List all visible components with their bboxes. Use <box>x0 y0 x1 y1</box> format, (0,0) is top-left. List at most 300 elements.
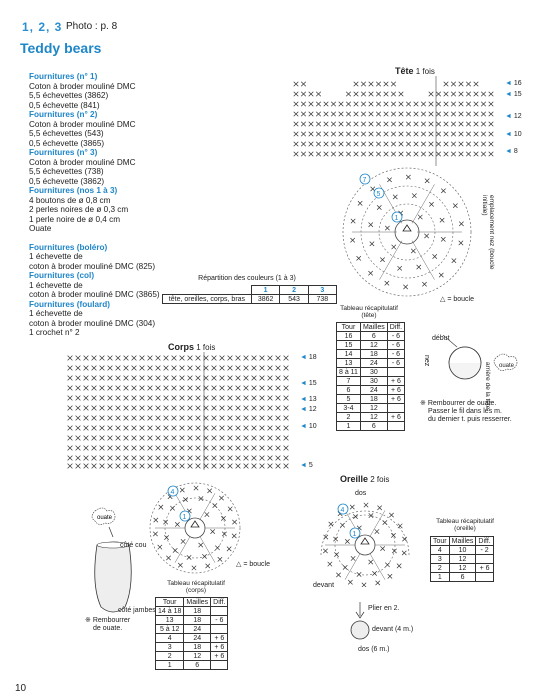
stitch-mark <box>172 386 177 391</box>
corps-cote-jambes: côté jambes <box>118 607 156 614</box>
corps-note: ※ Rembourrer de ouate. <box>85 617 131 632</box>
stitch-mark <box>339 132 344 137</box>
stitch-mark <box>220 396 225 401</box>
stitch-mark <box>188 406 193 411</box>
stitch-mark <box>228 426 233 431</box>
materials-line: 1 échevette de <box>29 252 83 261</box>
stitch-mark <box>340 523 344 527</box>
stitch-mark <box>316 152 321 157</box>
stitch-mark <box>219 496 223 500</box>
tete-round-diagram <box>335 165 485 310</box>
stitch-mark <box>172 366 177 371</box>
corps-table-cell: 4 <box>156 634 184 643</box>
stitch-mark <box>164 396 169 401</box>
stitch-mark <box>212 406 217 411</box>
stitch-mark <box>399 132 404 137</box>
corps-table-cell: 12 <box>184 652 211 661</box>
table-row <box>156 625 228 634</box>
stitch-mark <box>164 356 169 361</box>
stitch-mark <box>436 102 441 107</box>
stitch-mark <box>68 456 73 461</box>
stitch-mark <box>357 572 361 576</box>
stitch-mark <box>172 446 177 451</box>
stitch-mark <box>76 426 81 431</box>
stitch-mark <box>92 356 97 361</box>
stitch-mark <box>76 406 81 411</box>
stitch-mark <box>244 426 249 431</box>
stitch-mark <box>124 464 129 469</box>
stitch-mark <box>372 571 376 575</box>
stitch-mark <box>100 416 105 421</box>
stitch-mark <box>188 436 193 441</box>
page-title: Teddy bears <box>20 40 102 56</box>
color-table <box>162 285 337 304</box>
materials-line: 0,5 échevette (841) <box>29 100 100 110</box>
stitch-mark <box>384 152 389 157</box>
corps-row-marker: ◄ 12 <box>300 406 317 413</box>
corps-table-cell: + 6 <box>211 643 228 652</box>
stitch-mark <box>260 464 265 469</box>
stitch-mark <box>268 426 273 431</box>
stitch-mark <box>204 376 209 381</box>
stitch-mark <box>399 92 404 97</box>
stitch-mark <box>116 376 121 381</box>
stitch-mark <box>444 112 449 117</box>
stitch-mark <box>116 396 121 401</box>
stitch-mark <box>361 102 366 107</box>
tete-table-cell: 7 <box>337 377 361 386</box>
stitch-mark <box>474 102 479 107</box>
stitch-mark <box>244 386 249 391</box>
stitch-mark <box>276 436 281 441</box>
stitch-mark <box>466 92 471 97</box>
corps-table-cell: 24 <box>184 625 211 634</box>
stitch-mark <box>164 376 169 381</box>
stitch-mark <box>180 356 185 361</box>
oreille-devant: devant <box>313 582 335 589</box>
stitch-mark <box>148 464 153 469</box>
tete-ring-label: 1 <box>394 215 399 222</box>
stitch-mark <box>474 122 479 127</box>
tete-table-cell: 12 <box>360 404 387 413</box>
stitch-mark <box>376 112 381 117</box>
stitch-mark <box>391 82 396 87</box>
stitch-mark <box>348 580 352 584</box>
stitch-mark <box>301 112 306 117</box>
stitch-mark <box>148 426 153 431</box>
tete-table-header: Mailles <box>360 323 387 332</box>
stitch-mark <box>164 406 169 411</box>
stitch-mark <box>215 546 219 550</box>
stitch-mark <box>399 102 404 107</box>
stitch-mark <box>466 102 471 107</box>
tete-row-marker-10: ◄ 10 <box>505 131 522 138</box>
oreille-dos: dos <box>355 490 367 497</box>
stitch-mark <box>220 426 225 431</box>
tete-table-cell: + 6 <box>387 386 404 395</box>
stitch-mark <box>228 436 233 441</box>
materials-line: 5,5 échevettes (738) <box>29 167 104 176</box>
stitch-mark <box>132 426 137 431</box>
stitch-mark <box>108 396 113 401</box>
stitch-mark <box>92 366 97 371</box>
tete-table-cell: - 6 <box>387 359 404 368</box>
stitch-mark <box>388 574 392 578</box>
stitch-mark <box>345 539 349 543</box>
stitch-mark <box>116 406 121 411</box>
tete-top-chart <box>290 76 515 171</box>
stitch-mark <box>481 102 486 107</box>
stitch-mark <box>218 557 222 561</box>
stitch-mark <box>100 426 105 431</box>
corps-row-marker: ◄ 13 <box>300 396 317 403</box>
stitch-mark <box>399 122 404 127</box>
stitch-mark <box>124 396 129 401</box>
materials-line: coton à broder mouliné DMC (304) <box>29 318 156 328</box>
materials-line: 4 boutons de ø 0,8 cm <box>29 195 111 205</box>
stitch-mark <box>100 356 105 361</box>
stitch-mark <box>284 376 289 381</box>
stitch-mark <box>220 464 225 469</box>
stitch-mark <box>391 102 396 107</box>
stitch-mark <box>339 142 344 147</box>
corps-table-cell: + 6 <box>211 634 228 643</box>
stitch-mark <box>346 152 351 157</box>
stitch-mark <box>268 464 273 469</box>
stitch-mark <box>481 152 486 157</box>
stitch-mark <box>212 426 217 431</box>
stitch-mark <box>212 396 217 401</box>
stitch-mark <box>323 549 327 553</box>
stitch-mark <box>76 416 81 421</box>
stitch-mark <box>172 406 177 411</box>
stitch-mark <box>92 406 97 411</box>
stitch-mark <box>268 436 273 441</box>
stitch-mark <box>459 241 463 245</box>
materials-line: 5,5 échevettes (543) <box>29 129 104 138</box>
stitch-mark <box>384 132 389 137</box>
stitch-mark <box>301 152 306 157</box>
stitch-mark <box>481 142 486 147</box>
corps-round-diagram <box>145 478 245 578</box>
stitch-mark <box>387 178 391 182</box>
stitch-mark <box>244 456 249 461</box>
tete-table-header: Diff. <box>387 323 404 332</box>
stitch-mark <box>441 237 445 241</box>
table-row <box>337 404 405 413</box>
stitch-mark <box>406 122 411 127</box>
stitch-mark <box>376 152 381 157</box>
stitch-mark <box>213 503 217 507</box>
stitch-mark <box>158 545 162 549</box>
tete-row-marker-12: ◄ 12 <box>505 113 522 120</box>
stitch-mark <box>350 505 354 509</box>
table-row <box>337 413 405 422</box>
stitch-mark <box>276 396 281 401</box>
stitch-mark <box>84 396 89 401</box>
stitch-mark <box>375 529 379 533</box>
stitch-mark <box>474 132 479 137</box>
stitch-mark <box>140 356 145 361</box>
oreille-ring-label: 4 <box>340 507 345 514</box>
stitch-mark <box>284 406 289 411</box>
stitch-mark <box>489 142 494 147</box>
materials-line: 1 échevette de <box>29 280 83 290</box>
stitch-mark <box>132 396 137 401</box>
stitch-mark <box>84 446 89 451</box>
stitch-mark <box>474 142 479 147</box>
stitch-mark <box>343 565 347 569</box>
stitch-mark <box>188 376 193 381</box>
stitch-mark <box>309 122 314 127</box>
stitch-mark <box>236 464 241 469</box>
stitch-mark <box>452 259 456 263</box>
stitch-mark <box>170 506 174 510</box>
stitch-mark <box>140 386 145 391</box>
tete-times: 1 fois <box>415 67 435 76</box>
tete-table-cell <box>387 422 404 431</box>
stitch-mark <box>414 142 419 147</box>
stitch-mark <box>361 152 366 157</box>
stitch-mark <box>331 102 336 107</box>
tete-table-cell: 6 <box>337 386 361 395</box>
tete-summary-table <box>336 322 405 431</box>
stitch-mark <box>440 218 444 222</box>
stitch-mark <box>260 456 265 461</box>
stitch-mark <box>406 102 411 107</box>
stitch-mark <box>205 512 209 516</box>
stitch-mark <box>376 92 381 97</box>
stitch-mark <box>429 132 434 137</box>
stitch-mark <box>108 356 113 361</box>
stitch-mark <box>260 406 265 411</box>
stitch-mark <box>180 396 185 401</box>
stitch-mark <box>68 464 73 469</box>
stitch-mark <box>399 152 404 157</box>
materials-heading: Fournitures (boléro) <box>29 242 108 252</box>
stitch-mark <box>196 376 201 381</box>
stitch-mark <box>172 464 177 469</box>
stitch-mark <box>244 356 249 361</box>
stitch-mark <box>383 520 387 524</box>
stitch-mark <box>204 426 209 431</box>
stitch-mark <box>276 366 281 371</box>
stitch-mark <box>252 426 257 431</box>
stitch-mark <box>140 426 145 431</box>
oreille-table-cell: 12 <box>449 564 476 573</box>
stitch-mark <box>244 406 249 411</box>
nez-ouate: ouate <box>499 363 515 369</box>
stitch-mark <box>148 376 153 381</box>
stitch-mark <box>406 152 411 157</box>
stitch-mark <box>385 563 389 567</box>
stitch-mark <box>196 446 201 451</box>
stitch-mark <box>316 92 321 97</box>
table-row <box>156 616 228 625</box>
stitch-mark <box>397 564 401 568</box>
stitch-mark <box>331 112 336 117</box>
table-row <box>337 368 405 377</box>
materials-heading: Fournitures (n° 1) <box>29 72 98 81</box>
stitch-mark <box>148 406 153 411</box>
oreille-table-header: Tour <box>431 537 450 546</box>
stitch-mark <box>244 396 249 401</box>
nez-label: nez <box>423 355 430 367</box>
stitch-mark <box>227 547 231 551</box>
stitch-mark <box>108 416 113 421</box>
stitch-mark <box>116 446 121 451</box>
stitch-mark <box>76 376 81 381</box>
stitch-mark <box>204 356 209 361</box>
stitch-mark <box>459 92 464 97</box>
stitch-mark <box>140 464 145 469</box>
stitch-mark <box>156 416 161 421</box>
stitch-mark <box>324 142 329 147</box>
stitch-mark <box>451 92 456 97</box>
stitch-mark <box>172 356 177 361</box>
stitch-mark <box>444 142 449 147</box>
stitch-mark <box>376 122 381 127</box>
stitch-mark <box>354 102 359 107</box>
oreille-table-cell: 10 <box>449 546 476 555</box>
stitch-mark <box>436 142 441 147</box>
stitch-mark <box>100 386 105 391</box>
materials-line: 1 échevette de <box>29 309 83 318</box>
stitch-mark <box>444 102 449 107</box>
tete-table-cell: 18 <box>360 350 387 359</box>
materials-line: 0,5 échevette (3862) <box>29 176 105 186</box>
color-col: 1 <box>251 286 280 295</box>
stitch-mark <box>220 356 225 361</box>
stitch-mark <box>220 436 225 441</box>
stitch-mark <box>116 464 121 469</box>
stitch-mark <box>331 132 336 137</box>
stitch-mark <box>380 546 384 550</box>
tete-table-cell: + 6 <box>387 377 404 386</box>
oreille-folded-drawing <box>345 600 375 645</box>
stitch-mark <box>309 112 314 117</box>
stitch-mark <box>451 82 456 87</box>
stitch-mark <box>451 122 456 127</box>
stitch-mark <box>444 82 449 87</box>
stitch-mark <box>276 356 281 361</box>
stitch-mark <box>92 446 97 451</box>
stitch-mark <box>391 142 396 147</box>
tete-table-cell: 13 <box>337 359 361 368</box>
stitch-mark <box>116 356 121 361</box>
materials-line: Coton à broder mouliné DMC <box>29 81 136 91</box>
stitch-mark <box>284 396 289 401</box>
stitch-mark <box>444 152 449 157</box>
oreille-table-cell: 2 <box>431 564 450 573</box>
stitch-mark <box>148 436 153 441</box>
stitch-mark <box>406 142 411 147</box>
stitch-mark <box>140 436 145 441</box>
oreille-table-header: Mailles <box>449 537 476 546</box>
stitch-mark <box>212 464 217 469</box>
stitch-mark <box>220 366 225 371</box>
stitch-mark <box>132 366 137 371</box>
stitch-mark <box>236 436 241 441</box>
corps-table-cell: 18 <box>184 616 211 625</box>
stitch-mark <box>166 556 170 560</box>
stitch-mark <box>346 122 351 127</box>
stitch-mark <box>459 222 463 226</box>
stitch-mark <box>421 102 426 107</box>
oreille-title: Oreille <box>340 474 369 484</box>
stitch-mark <box>228 464 233 469</box>
stitch-mark <box>384 112 389 117</box>
tete-boucle-legend: △ = boucle <box>440 296 474 303</box>
stitch-mark <box>228 507 232 511</box>
stitch-mark <box>196 396 201 401</box>
stitch-mark <box>489 102 494 107</box>
stitch-mark <box>124 426 129 431</box>
corps-table-cell <box>211 607 228 616</box>
stitch-mark <box>212 386 217 391</box>
stitch-mark <box>84 366 89 371</box>
stitch-mark <box>100 464 105 469</box>
stitch-mark <box>284 436 289 441</box>
stitch-mark <box>451 152 456 157</box>
stitch-mark <box>369 112 374 117</box>
color-table-caption: Répartition des couleurs (1 à 3) <box>198 275 296 282</box>
stitch-mark <box>212 416 217 421</box>
stitch-mark <box>406 175 410 179</box>
stitch-mark <box>444 122 449 127</box>
stitch-mark <box>164 416 169 421</box>
oreille-table-caption: Tableau récapitulatif (oreille) <box>436 518 494 532</box>
stitch-mark <box>228 406 233 411</box>
stitch-mark <box>301 142 306 147</box>
stitch-mark <box>397 266 401 270</box>
stitch-mark <box>140 366 145 371</box>
materials-line: 2 perles noires de ø 0,3 cm <box>29 205 129 214</box>
stitch-mark <box>148 366 153 371</box>
stitch-mark <box>391 122 396 127</box>
stitch-mark <box>252 446 257 451</box>
stitch-mark <box>180 488 184 492</box>
stitch-mark <box>244 366 249 371</box>
nez-debut: début <box>432 335 450 342</box>
stitch-mark <box>466 152 471 157</box>
stitch-mark <box>339 102 344 107</box>
stitch-mark <box>276 386 281 391</box>
stitch-mark <box>212 446 217 451</box>
oreille-table-cell: 12 <box>449 555 476 564</box>
stitch-mark <box>68 446 73 451</box>
stitch-mark <box>436 112 441 117</box>
stitch-mark <box>369 122 374 127</box>
stitch-mark <box>316 142 321 147</box>
stitch-mark <box>346 92 351 97</box>
stitch-mark <box>172 396 177 401</box>
tete-table-header: Tour <box>337 323 361 332</box>
stitch-mark <box>220 406 225 411</box>
stitch-mark <box>336 573 340 577</box>
stitch-mark <box>421 122 426 127</box>
stitch-mark <box>260 426 265 431</box>
stitch-mark <box>132 376 137 381</box>
tete-table-cell: + 6 <box>387 395 404 404</box>
stitch-mark <box>206 564 210 568</box>
tete-table-cell: 3-4 <box>337 404 361 413</box>
stitch-mark <box>436 122 441 127</box>
stitch-mark <box>100 436 105 441</box>
stitch-mark <box>156 406 161 411</box>
stitch-mark <box>180 406 185 411</box>
stitch-mark <box>466 142 471 147</box>
